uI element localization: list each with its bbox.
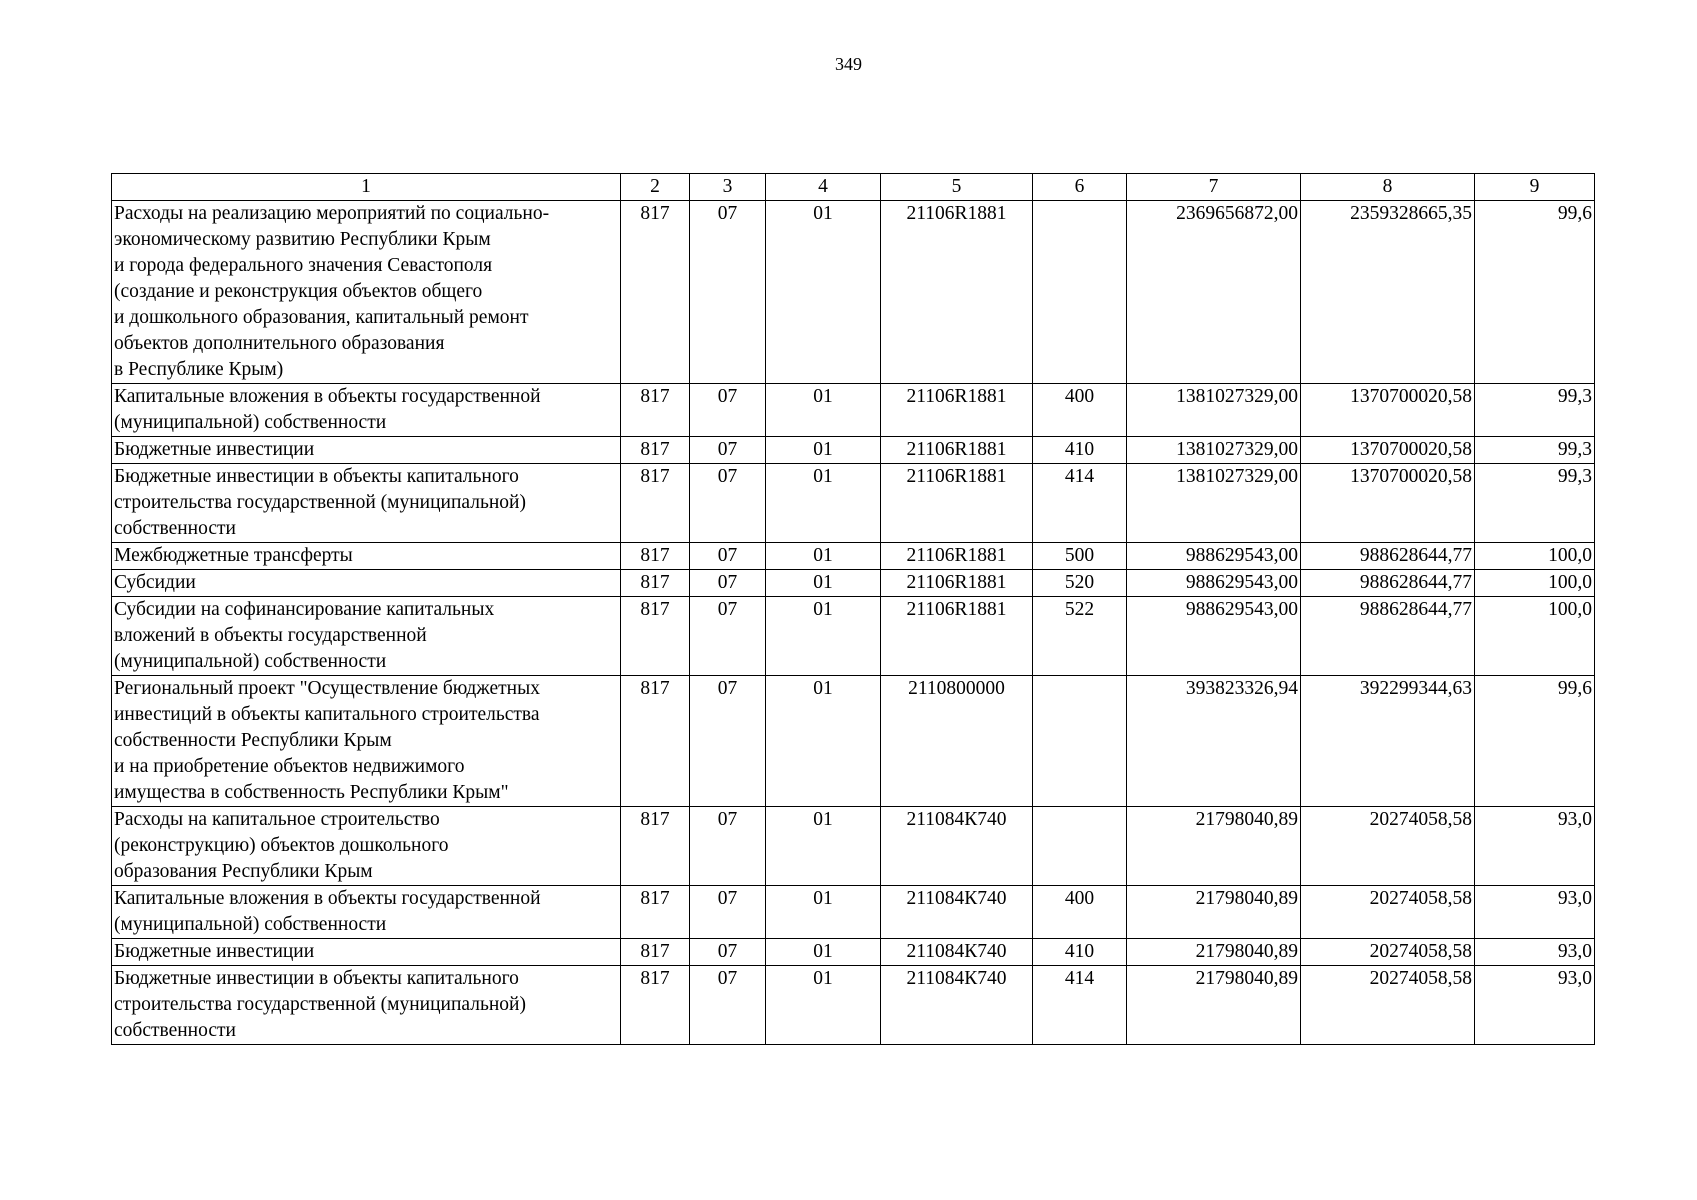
section-code-cell: 07 [690,543,766,570]
section-code-cell: 07 [690,201,766,384]
header-col-5: 5 [881,174,1033,201]
planned-amount-cell: 1381027329,00 [1127,384,1301,437]
execution-percent-cell: 93,0 [1475,939,1595,966]
target-article-cell: 21106R1881 [881,570,1033,597]
expense-type-cell [1033,676,1127,807]
execution-percent-cell: 100,0 [1475,570,1595,597]
expense-name-cell: Региональный проект "Осуществление бюджетных инвестиций в объекты капитального строительства собственности Республики Крым и на приобретение объектов недвижимого имущества в собственность Республики Крым" [112,676,621,807]
target-article-cell: 211084К740 [881,886,1033,939]
header-col-9: 9 [1475,174,1595,201]
expense-type-cell: 414 [1033,464,1127,543]
ministry-code-cell: 817 [621,939,690,966]
ministry-code-cell: 817 [621,676,690,807]
expense-type-cell [1033,201,1127,384]
header-col-4: 4 [766,174,881,201]
executed-amount-cell: 2359328665,35 [1301,201,1475,384]
table-row [112,201,1595,384]
execution-percent-cell: 100,0 [1475,543,1595,570]
execution-percent-cell: 93,0 [1475,807,1595,886]
budget-table [111,173,1595,1045]
table-row [112,939,1595,966]
planned-amount-cell: 988629543,00 [1127,543,1301,570]
section-code-cell: 07 [690,570,766,597]
section-code-cell: 07 [690,597,766,676]
expense-type-cell: 410 [1033,939,1127,966]
expense-name-cell: Расходы на реализацию мероприятий по социально- экономическому развитию Республики Крым и города федерального значения Севастополя (создание и реконструкция объектов общего и дошкольного образования, капитальный ремонт объектов дополнительного образования в Республике Крым) [112,201,621,384]
target-article-cell: 21106R1881 [881,384,1033,437]
ministry-code-cell: 817 [621,543,690,570]
ministry-code-cell: 817 [621,384,690,437]
planned-amount-cell: 21798040,89 [1127,807,1301,886]
expense-type-cell: 410 [1033,437,1127,464]
expense-name-cell: Межбюджетные трансферты [112,543,621,570]
execution-percent-cell: 93,0 [1475,886,1595,939]
execution-percent-cell: 99,3 [1475,384,1595,437]
subsection-code-cell: 01 [766,570,881,597]
section-code-cell: 07 [690,437,766,464]
table-row [112,966,1595,1045]
expense-name-cell: Бюджетные инвестиции в объекты капитального строительства государственной (муниципальной) собственности [112,966,621,1045]
expense-type-cell: 522 [1033,597,1127,676]
executed-amount-cell: 988628644,77 [1301,543,1475,570]
planned-amount-cell: 988629543,00 [1127,597,1301,676]
ministry-code-cell: 817 [621,966,690,1045]
target-article-cell: 21106R1881 [881,597,1033,676]
expense-type-cell [1033,807,1127,886]
target-article-cell: 21106R1881 [881,201,1033,384]
expense-type-cell: 414 [1033,966,1127,1045]
section-code-cell: 07 [690,807,766,886]
expense-type-cell: 500 [1033,543,1127,570]
table-row [112,570,1595,597]
expense-name-cell: Расходы на капитальное строительство (реконструкцию) объектов дошкольного образования Республики Крым [112,807,621,886]
target-article-cell: 211084К740 [881,966,1033,1045]
target-article-cell: 2110800000 [881,676,1033,807]
table-header [112,174,1595,201]
table-row [112,807,1595,886]
subsection-code-cell: 01 [766,464,881,543]
table-row [112,464,1595,543]
subsection-code-cell: 01 [766,939,881,966]
header-row [112,174,1595,201]
header-col-1: 1 [112,174,621,201]
expense-name-cell: Субсидии на софинансирование капитальных вложений в объекты государственной (муниципальной) собственности [112,597,621,676]
planned-amount-cell: 2369656872,00 [1127,201,1301,384]
subsection-code-cell: 01 [766,597,881,676]
target-article-cell: 211084К740 [881,807,1033,886]
target-article-cell: 21106R1881 [881,464,1033,543]
execution-percent-cell: 99,6 [1475,201,1595,384]
header-col-3: 3 [690,174,766,201]
expense-name-cell: Бюджетные инвестиции [112,437,621,464]
executed-amount-cell: 1370700020,58 [1301,384,1475,437]
ministry-code-cell: 817 [621,597,690,676]
planned-amount-cell: 1381027329,00 [1127,437,1301,464]
section-code-cell: 07 [690,464,766,543]
section-code-cell: 07 [690,886,766,939]
ministry-code-cell: 817 [621,570,690,597]
planned-amount-cell: 21798040,89 [1127,886,1301,939]
subsection-code-cell: 01 [766,543,881,570]
section-code-cell: 07 [690,966,766,1045]
expense-type-cell: 400 [1033,886,1127,939]
ministry-code-cell: 817 [621,437,690,464]
section-code-cell: 07 [690,939,766,966]
expense-name-cell: Бюджетные инвестиции [112,939,621,966]
subsection-code-cell: 01 [766,201,881,384]
table-row [112,597,1595,676]
execution-percent-cell: 100,0 [1475,597,1595,676]
page-number: 349 [835,54,862,74]
table-row [112,886,1595,939]
executed-amount-cell: 20274058,58 [1301,807,1475,886]
ministry-code-cell: 817 [621,886,690,939]
executed-amount-cell: 1370700020,58 [1301,464,1475,543]
ministry-code-cell: 817 [621,464,690,543]
executed-amount-cell: 392299344,63 [1301,676,1475,807]
executed-amount-cell: 20274058,58 [1301,886,1475,939]
planned-amount-cell: 988629543,00 [1127,570,1301,597]
table-body [112,201,1595,1045]
header-col-6: 6 [1033,174,1127,201]
executed-amount-cell: 988628644,77 [1301,597,1475,676]
ministry-code-cell: 817 [621,201,690,384]
executed-amount-cell: 988628644,77 [1301,570,1475,597]
target-article-cell: 211084К740 [881,939,1033,966]
expense-type-cell: 400 [1033,384,1127,437]
expense-name-cell: Бюджетные инвестиции в объекты капитального строительства государственной (муниципальной) собственности [112,464,621,543]
expense-name-cell: Капитальные вложения в объекты государственной (муниципальной) собственности [112,384,621,437]
table-row [112,676,1595,807]
section-code-cell: 07 [690,676,766,807]
subsection-code-cell: 01 [766,676,881,807]
expense-name-cell: Субсидии [112,570,621,597]
target-article-cell: 21106R1881 [881,437,1033,464]
planned-amount-cell: 21798040,89 [1127,939,1301,966]
subsection-code-cell: 01 [766,966,881,1045]
executed-amount-cell: 20274058,58 [1301,966,1475,1045]
planned-amount-cell: 21798040,89 [1127,966,1301,1045]
header-col-2: 2 [621,174,690,201]
target-article-cell: 21106R1881 [881,543,1033,570]
subsection-code-cell: 01 [766,437,881,464]
planned-amount-cell: 393823326,94 [1127,676,1301,807]
execution-percent-cell: 99,6 [1475,676,1595,807]
execution-percent-cell: 99,3 [1475,437,1595,464]
header-col-8: 8 [1301,174,1475,201]
executed-amount-cell: 20274058,58 [1301,939,1475,966]
executed-amount-cell: 1370700020,58 [1301,437,1475,464]
execution-percent-cell: 93,0 [1475,966,1595,1045]
header-col-7: 7 [1127,174,1301,201]
planned-amount-cell: 1381027329,00 [1127,464,1301,543]
table-row [112,384,1595,437]
expense-type-cell: 520 [1033,570,1127,597]
ministry-code-cell: 817 [621,807,690,886]
execution-percent-cell: 99,3 [1475,464,1595,543]
expense-name-cell: Капитальные вложения в объекты государственной (муниципальной) собственности [112,886,621,939]
subsection-code-cell: 01 [766,886,881,939]
table-row [112,543,1595,570]
subsection-code-cell: 01 [766,807,881,886]
table-row [112,437,1595,464]
section-code-cell: 07 [690,384,766,437]
subsection-code-cell: 01 [766,384,881,437]
